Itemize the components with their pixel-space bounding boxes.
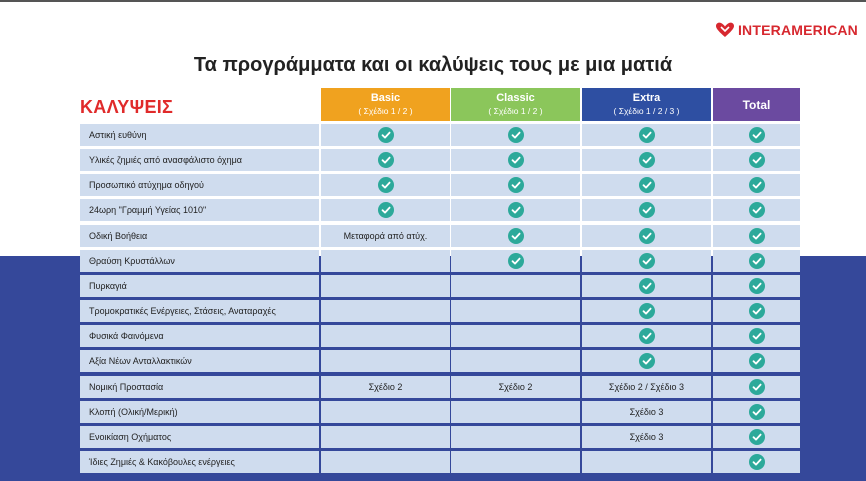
coverage-cell-total <box>713 300 800 322</box>
table-row <box>80 350 800 372</box>
check-circle-icon <box>639 228 655 244</box>
coverage-cell-basic: Σχέδιο 2 <box>321 376 450 398</box>
coverage-cell-extra <box>582 451 711 473</box>
table-row <box>80 300 800 322</box>
check-circle-icon <box>749 278 765 294</box>
coverage-cell-extra <box>582 124 711 146</box>
column-plan: ( Σχέδιο 1 / 2 ) <box>358 106 413 116</box>
coverage-cell-extra <box>582 199 711 221</box>
check-circle-icon <box>749 328 765 344</box>
column-name: Extra <box>632 92 661 104</box>
table-row <box>80 174 800 196</box>
coverage-label: Νομική Προστασία <box>80 376 319 398</box>
coverage-cell-total <box>713 350 800 372</box>
page-title: Τα προγράμματα και οι καλύψεις τους με μια ματιά <box>193 54 673 76</box>
brand-logo <box>716 22 858 38</box>
check-circle-icon <box>378 152 394 168</box>
check-circle-icon <box>639 353 655 369</box>
coverage-label: Υλικές ζημιές από ανασφάλιστο όχημα <box>80 149 319 171</box>
table-row <box>80 401 800 423</box>
check-circle-icon <box>639 328 655 344</box>
coverage-label: Οδική Βοήθεια <box>80 225 319 247</box>
check-circle-icon <box>508 177 524 193</box>
coverage-cell-total <box>713 174 800 196</box>
check-circle-icon <box>749 177 765 193</box>
coverage-cell-total <box>713 401 800 423</box>
check-circle-icon <box>749 253 765 269</box>
coverage-cell-classic <box>451 451 580 473</box>
coverage-cell-total <box>713 376 800 398</box>
coverage-cell-basic <box>321 199 450 221</box>
coverage-label: 24ωρη "Γραμμή Υγείας 1010" <box>80 199 319 221</box>
coverage-label: Ενοικίαση Οχήματος <box>80 426 319 448</box>
table-row <box>80 149 800 171</box>
coverage-cell-basic <box>321 124 450 146</box>
check-circle-icon <box>639 202 655 218</box>
coverage-cell-extra: Σχέδιο 2 / Σχέδιο 3 <box>582 376 711 398</box>
coverage-cell-classic <box>451 199 580 221</box>
check-circle-icon <box>749 454 765 470</box>
coverage-cell-classic <box>451 325 580 347</box>
check-circle-icon <box>639 177 655 193</box>
coverage-cell-total <box>713 149 800 171</box>
column-name: Classic <box>496 92 535 104</box>
table-row <box>80 325 800 347</box>
coverage-cell-extra <box>582 350 711 372</box>
coverage-cell-classic: Σχέδιο 2 <box>451 376 580 398</box>
top-border-line <box>0 0 866 2</box>
coverage-cell-extra <box>582 275 711 297</box>
coverage-label: Πυρκαγιά <box>80 275 319 297</box>
coverage-cell-basic <box>321 451 450 473</box>
coverage-cell-extra <box>582 149 711 171</box>
coverage-label: Τρομοκρατικές Ενέργειες, Στάσεις, Αναταραχές <box>80 300 319 322</box>
table-row <box>80 250 800 272</box>
check-circle-icon <box>749 379 765 395</box>
check-circle-icon <box>749 152 765 168</box>
coverage-label: Ίδιες Ζημιές & Κακόβουλες ενέργειες <box>80 451 319 473</box>
coverage-cell-basic <box>321 275 450 297</box>
coverage-cell-classic <box>451 401 580 423</box>
column-plan: ( Σχέδιο 1 / 2 / 3 ) <box>613 106 680 116</box>
coverage-cell-extra: Σχέδιο 3 <box>582 426 711 448</box>
coverage-cell-basic <box>321 426 450 448</box>
check-circle-icon <box>749 353 765 369</box>
coverage-cell-total <box>713 250 800 272</box>
table-row <box>80 225 800 247</box>
coverage-cell-classic <box>451 250 580 272</box>
coverage-cell-total <box>713 124 800 146</box>
coverage-cell-total <box>713 199 800 221</box>
check-circle-icon <box>749 228 765 244</box>
interamerican-logo-icon <box>716 22 734 38</box>
coverage-cell-extra <box>582 174 711 196</box>
check-circle-icon <box>749 127 765 143</box>
check-circle-icon <box>749 202 765 218</box>
coverage-cell-basic <box>321 174 450 196</box>
column-header-total <box>713 88 800 121</box>
coverage-label: Φυσικά Φαινόμενα <box>80 325 319 347</box>
coverage-cell-classic <box>451 149 580 171</box>
check-circle-icon <box>378 202 394 218</box>
table-row <box>80 451 800 473</box>
coverage-label: Αστική ευθύνη <box>80 124 319 146</box>
check-circle-icon <box>378 177 394 193</box>
coverage-cell-extra <box>582 225 711 247</box>
column-header-classic <box>451 88 580 121</box>
coverage-cell-basic <box>321 149 450 171</box>
coverage-cell-basic <box>321 325 450 347</box>
check-circle-icon <box>749 429 765 445</box>
column-name: Total <box>742 98 771 112</box>
coverage-cell-classic <box>451 426 580 448</box>
column-header-basic <box>321 88 450 121</box>
coverage-label: Προσωπικό ατύχημα οδηγού <box>80 174 319 196</box>
covers-heading: ΚΑΛΥΨΕΙΣ <box>80 97 174 117</box>
coverage-cell-classic <box>451 275 580 297</box>
column-name: Basic <box>370 92 401 104</box>
coverage-cell-total <box>713 426 800 448</box>
coverage-label: Κλοπή (Ολική/Μερική) <box>80 401 319 423</box>
coverage-label: Αξία Νέων Ανταλλακτικών <box>80 350 319 372</box>
coverage-cell-basic <box>321 401 450 423</box>
coverage-cell-total <box>713 451 800 473</box>
coverage-cell-extra: Σχέδιο 3 <box>582 401 711 423</box>
coverage-cell-classic <box>451 300 580 322</box>
check-circle-icon <box>639 253 655 269</box>
coverage-cell-basic <box>321 250 450 272</box>
coverage-cell-classic <box>451 350 580 372</box>
table-row <box>80 199 800 221</box>
check-circle-icon <box>639 303 655 319</box>
check-circle-icon <box>508 152 524 168</box>
table-row <box>80 376 800 398</box>
check-circle-icon <box>508 127 524 143</box>
coverage-cell-basic <box>321 300 450 322</box>
coverage-cell-extra <box>582 325 711 347</box>
brand-name: INTERAMERICAN <box>737 22 858 38</box>
coverage-cell-total <box>713 275 800 297</box>
check-circle-icon <box>749 303 765 319</box>
column-plan: ( Σχέδιο 1 / 2 ) <box>488 106 543 116</box>
coverage-cell-extra <box>582 250 711 272</box>
coverage-label: Θραύση Κρυστάλλων <box>80 250 319 272</box>
check-circle-icon <box>508 202 524 218</box>
check-circle-icon <box>508 228 524 244</box>
coverage-cell-basic <box>321 350 450 372</box>
coverage-cell-total <box>713 225 800 247</box>
table-row <box>80 124 800 146</box>
check-circle-icon <box>508 253 524 269</box>
coverage-cell-extra <box>582 300 711 322</box>
coverage-cell-basic: Μεταφορά από ατύχ. <box>321 225 450 247</box>
check-circle-icon <box>639 278 655 294</box>
coverage-cell-total <box>713 325 800 347</box>
table-row <box>80 426 800 448</box>
coverage-table <box>80 88 800 480</box>
table-row <box>80 275 800 297</box>
coverage-cell-classic <box>451 124 580 146</box>
check-circle-icon <box>378 127 394 143</box>
check-circle-icon <box>639 152 655 168</box>
coverage-cell-classic <box>451 174 580 196</box>
coverage-cell-classic <box>451 225 580 247</box>
check-circle-icon <box>749 404 765 420</box>
check-circle-icon <box>639 127 655 143</box>
column-header-extra <box>582 88 711 121</box>
